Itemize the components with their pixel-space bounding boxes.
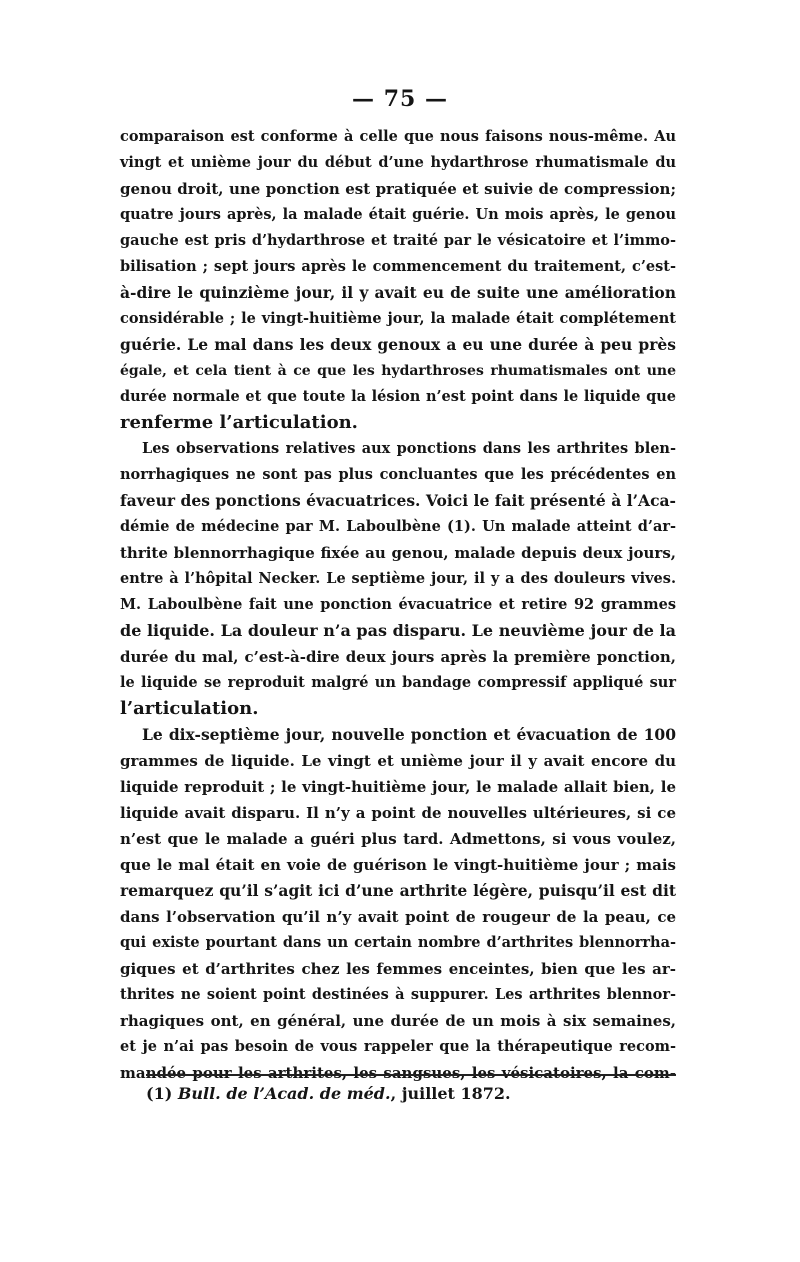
footnote-date: , juillet 1872. — [390, 1084, 511, 1103]
text-line: durée du mal, c’est-à-dire deux jours après la première ponction, — [120, 648, 676, 666]
text-line: l’articulation. — [120, 698, 259, 719]
text-line: guérie. Le mal dans les deux genoux a eu une durée à peu près — [120, 335, 676, 354]
text-line: le liquide se reproduit malgré un bandage compressif appliqué sur — [120, 674, 676, 691]
text-line: de liquide. La douleur n’a pas disparu. Le neuvième jour de la — [120, 621, 676, 640]
footnote-marker: (1) — [146, 1084, 173, 1103]
text-line: et je n’ai pas besoin de vous rappeler que la thérapeutique recom- — [120, 1038, 676, 1055]
text-line: comparaison est conforme à celle que nous faisons nous-même. Au — [120, 128, 676, 145]
text-line: dans l’observation qu’il n’y avait point de rougeur de la peau, ce — [120, 908, 676, 926]
text-line: liquide avait disparu. Il n’y a point de nouvelles ultérieures, si ce — [120, 804, 676, 822]
text-line: mandée pour les arthrites, les sangsues, les vésicatoires, la com- — [120, 1064, 676, 1082]
text-line: renferme l’articulation. — [120, 412, 358, 433]
text-line: considérable ; le vingt-huitième jour, la malade était complétement — [120, 310, 676, 327]
footnote-divider — [146, 1074, 676, 1076]
text-line: n’est que le malade a guéri plus tard. Admettons, si vous voulez, — [120, 830, 676, 848]
body-text — [120, 124, 676, 1086]
text-line: vingt et unième jour du début d’une hydarthrose rhumatismale du — [120, 154, 676, 171]
text-line: Les observations relatives aux ponctions dans les arthrites blen- — [142, 440, 676, 457]
text-line: thrites ne soient point destinées à suppurer. Les arthrites blennor- — [120, 986, 676, 1003]
text-line: liquide reproduit ; le vingt-huitième jour, le malade allait bien, le — [120, 778, 676, 796]
text-line: Le dix-septième jour, nouvelle ponction et évacuation de 100 — [142, 725, 676, 744]
footnote — [146, 1084, 511, 1103]
text-line: que le mal était en voie de guérison le vingt-huitième jour ; mais — [120, 856, 676, 874]
text-line: remarquez qu’il s’agit ici d’une arthrite légère, puisqu’il est dit — [120, 881, 676, 900]
text-line: norrhagiques ne sont pas plus concluantes que les précédentes en — [120, 466, 676, 483]
text-line: grammes de liquide. Le vingt et unième jour il y avait encore du — [120, 752, 676, 770]
text-line: bilisation ; sept jours après le commencement du traitement, c’est- — [120, 258, 676, 275]
text-line: giques et d’arthrites chez les femmes enceintes, bien que les ar- — [120, 960, 676, 978]
text-line: faveur des ponctions évacuatrices. Voici le fait présenté à l’Aca- — [120, 491, 676, 510]
text-line: quatre jours après, la malade était guérie. Un mois après, le genou — [120, 206, 676, 223]
page-number: — 75 — — [352, 86, 448, 112]
text-line: égale, et cela tient à ce que les hydarthroses rhumatismales ont une — [120, 363, 676, 379]
text-line: rhagiques ont, en général, une durée de un mois à six semaines, — [120, 1012, 676, 1030]
text-line: démie de médecine par M. Laboulbène (1). Un malade atteint d’ar- — [120, 518, 676, 535]
text-line: M. Laboulbène fait une ponction évacuatrice et retire 92 grammes — [120, 596, 676, 613]
text-line: qui existe pourtant dans un certain nombre d’arthrites blennorrha- — [120, 934, 676, 951]
text-line: genou droit, une ponction est pratiquée et suivie de compression; — [120, 180, 676, 198]
text-line: gauche est pris d’hydarthrose et traité par le vésicatoire et l’immo- — [120, 232, 676, 249]
footnote-source: Bull. de l’Acad. de méd. — [177, 1084, 391, 1103]
text-line: durée normale et que toute la lésion n’est point dans le liquide que — [120, 388, 676, 405]
text-line: entre à l’hôpital Necker. Le septième jour, il y a des douleurs vives. — [120, 570, 676, 587]
text-line: à-dire le quinzième jour, il y avait eu de suite une amélioration — [120, 283, 676, 302]
text-line: thrite blennorrhagique fixée au genou, malade depuis deux jours, — [120, 544, 676, 562]
